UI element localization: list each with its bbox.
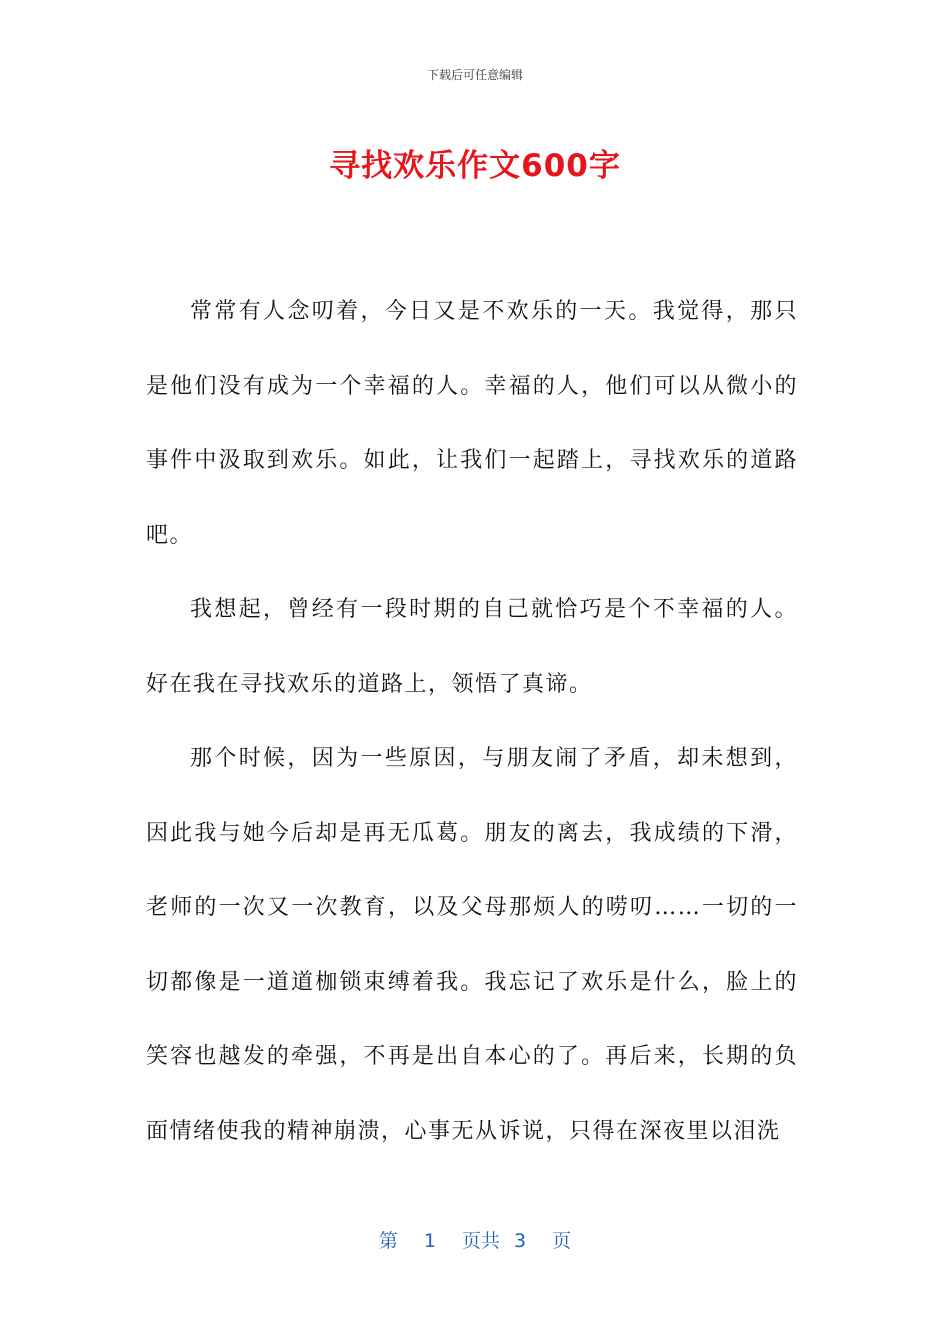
total-pages-number: 3: [514, 1230, 527, 1252]
paragraph: 那个时候，因为一些原因，与朋友闹了矛盾，却未想到，因此我与她今后却是再无瓜葛。朋友的离去，我成绩的下滑，老师的一次又一次教育，以及父母那烦人的唠叨……一切的一切都像是一道道枷锁束缚着我。我忘记了欢乐是什么，脸上的笑容也越发的牵强，不再是出自本心的了。再后来，长期的负面情绪使我的精神崩溃，心事无从诉说，只得在深夜里以泪洗: [146, 746, 798, 1144]
paragraph: 常常有人念叨着，今日又是不欢乐的一天。我觉得，那只是他们没有成为一个幸福的人。幸福的人，他们可以从微小的事件中汲取到欢乐。如此，让我们一起踏上，寻找欢乐的道路吧。: [146, 299, 798, 548]
paragraph: 我想起，曾经有一段时期的自己就恰巧是个不幸福的人。好在我在寻找欢乐的道路上，领悟了真谛。: [146, 597, 798, 697]
page-prefix: 第: [378, 1230, 398, 1252]
page-suffix: 页: [552, 1230, 572, 1252]
document-body: [146, 275, 798, 1169]
document-title: 寻找欢乐作文600字: [329, 148, 621, 184]
current-page-number: 1: [423, 1230, 436, 1252]
header-note: 下载后可任意编辑: [426, 68, 523, 82]
page-middle: 页共: [461, 1230, 500, 1252]
page-footer: [0, 1226, 950, 1253]
